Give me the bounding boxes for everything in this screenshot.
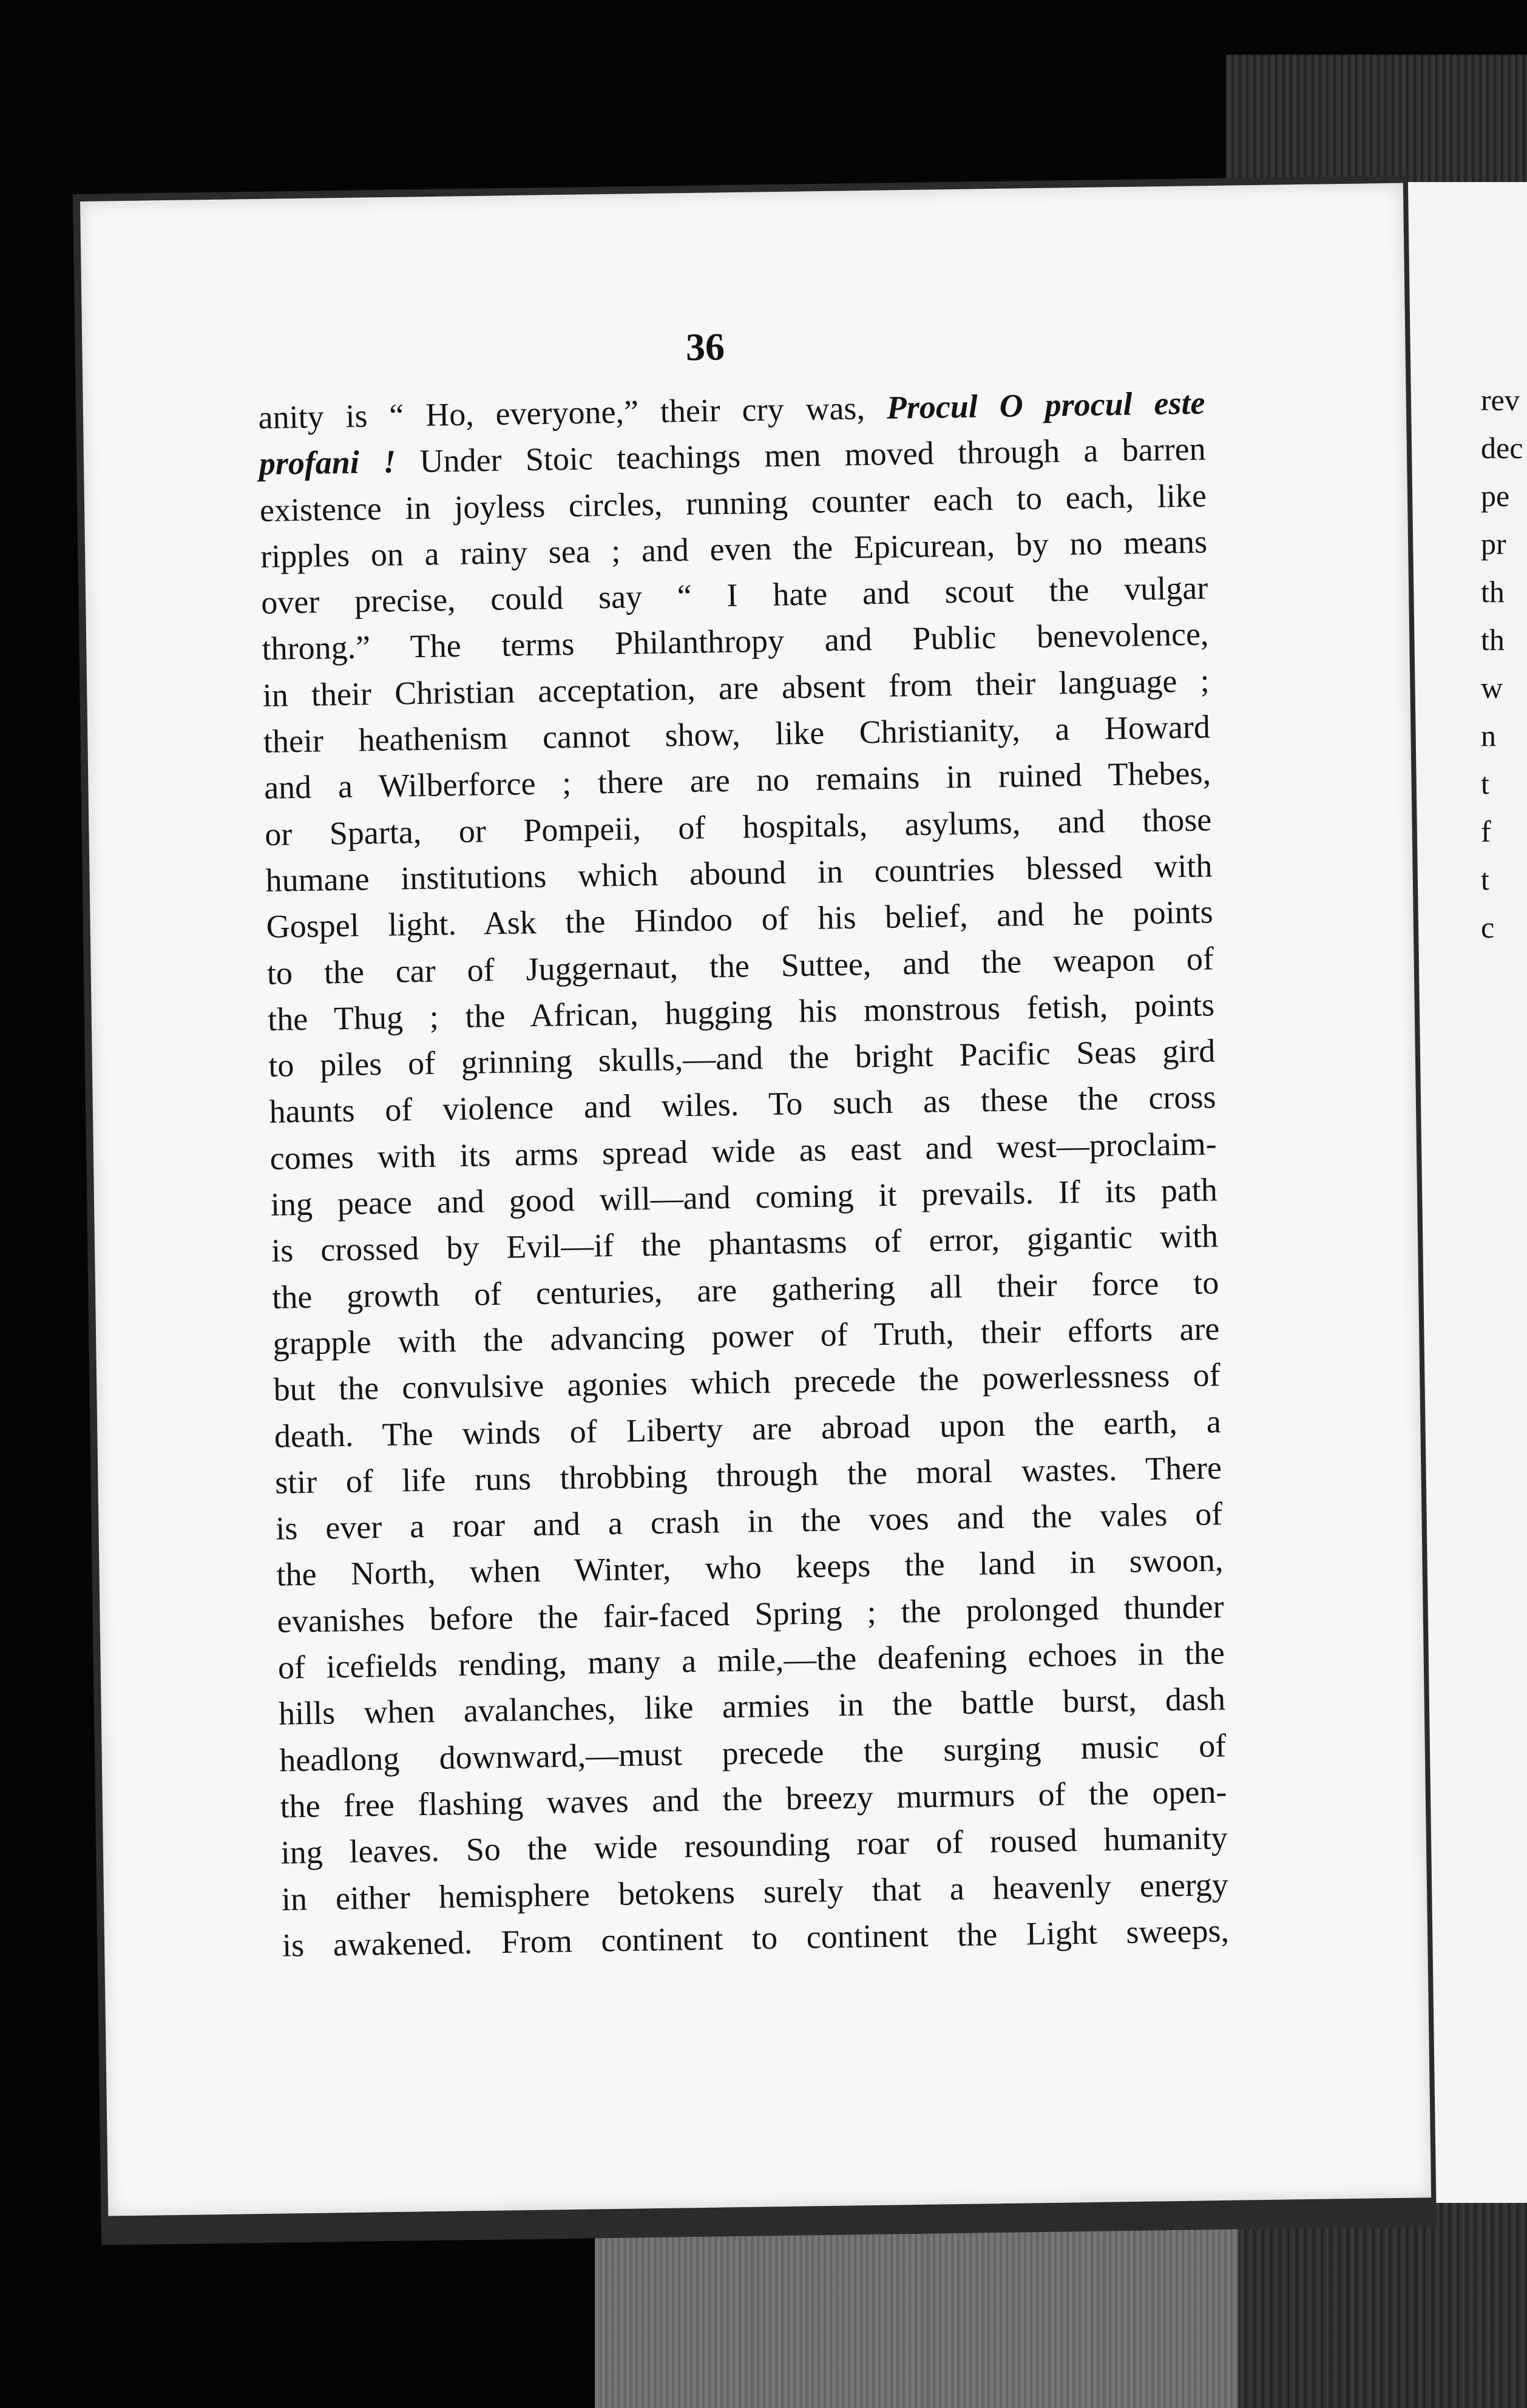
text-segment: and a Wilberforce ; there are no remains in ruined Thebes,: [263, 754, 1211, 807]
text-segment: is crossed by Evil—if the phantasms of error, gigantic with: [271, 1217, 1219, 1270]
text-segment: headlong downward,—must precede the surging music of: [279, 1727, 1227, 1779]
facing-page-fragment: t: [1481, 766, 1489, 800]
facing-page-text: [1481, 376, 1527, 952]
text-segment: the Thug ; the African, hugging his monstrous fetish, points: [267, 986, 1215, 1038]
text-segment: the free flashing waves and the breezy murmurs of the open-: [280, 1773, 1227, 1825]
text-segment: throng.” The terms Philanthropy and Public benevolence,: [262, 615, 1209, 668]
italic-text-segment: Procul O procul este: [886, 384, 1205, 426]
text-segment: to piles of grinning skulls,—and the bright Pacific Seas gird: [268, 1032, 1216, 1084]
text-segment: or Sparta, or Pompeii, of hospitals, asylums, and those: [264, 801, 1212, 853]
book-edge-bottom: [595, 2209, 1238, 2408]
italic-text-segment: profani !: [259, 443, 396, 482]
text-segment: haunts of violence and wiles. To such as these the cross: [269, 1078, 1216, 1131]
text-segment: their heathenism cannot show, like Christianity, a Howard: [263, 708, 1211, 760]
facing-page-fragment: t: [1481, 862, 1489, 896]
facing-page-fragment: th: [1481, 623, 1505, 657]
text-segment: ing peace and good will—and coming it prevails. If its path: [270, 1171, 1218, 1223]
text-segment: the growth of centuries, are gathering all their force to: [271, 1263, 1219, 1316]
text-segment: stir of life runs throbbing through the moral wastes. There: [274, 1449, 1222, 1501]
facing-page-fragment: n: [1481, 719, 1496, 752]
text-segment: existence in joyless circles, running counter each to each, like: [259, 477, 1207, 529]
facing-page-fragment: pr: [1481, 527, 1506, 561]
text-segment: the North, when Winter, who keeps the land in swoon,: [276, 1541, 1224, 1594]
text-segment: over precise, could say “ I hate and scout the vulgar: [260, 569, 1208, 621]
facing-page-fragment: rev: [1481, 383, 1520, 417]
text-segment: death. The winds of Liberty are abroad upon the earth, a: [274, 1402, 1222, 1455]
facing-page-fragment: c: [1481, 910, 1495, 944]
text-segment: humane institutions which abound in countries blessed with: [265, 847, 1213, 899]
facing-page-fragment: w: [1481, 671, 1503, 705]
text-segment: ing leaves. So the wide resounding roar of roused humanity: [280, 1819, 1228, 1871]
page-number: 36: [685, 325, 725, 369]
text-segment: is awakened. From continent to continent the Light sweeps,: [282, 1912, 1230, 1964]
text-segment: anity is “ Ho, everyone,” their cry was,: [258, 389, 887, 436]
text-segment: hills when avalanches, like armies in the battle burst, dash: [278, 1680, 1226, 1733]
text-segment: Under Stoic teachings men moved through a barren: [395, 430, 1207, 480]
text-segment: is ever a roar and a crash in the voes and the vales of: [275, 1495, 1223, 1547]
text-segment: grapple with the advancing power of Truth, their efforts are: [273, 1310, 1220, 1362]
text-segment: in either hemisphere betokens surely that a heavenly energy: [281, 1865, 1229, 1918]
text-segment: but the convulsive agonies which precede the powerlessness of: [273, 1356, 1221, 1409]
text-segment: Gospel light. Ask the Hindoo of his belief, and he points: [266, 893, 1214, 945]
text-segment: to the car of Juggernaut, the Suttee, and the weapon of: [266, 939, 1214, 992]
text-segment: comes with its arms spread wide as east and west—proclaim-: [269, 1125, 1217, 1177]
body-text: [258, 379, 1230, 1968]
text-segment: of icefields rending, many a mile,—the deafening echoes in the: [277, 1634, 1225, 1686]
facing-page-fragment: th: [1481, 575, 1505, 609]
text-segment: ripples on a rainy sea ; and even the Epicurean, by no means: [260, 523, 1208, 575]
text-segment: in their Christian acceptation, are absent from their language ;: [262, 662, 1210, 714]
facing-page-fragment: pe: [1481, 479, 1510, 513]
text-segment: evanishes before the fair-faced Spring ; the prolonged thunder: [277, 1588, 1225, 1640]
facing-page-fragment: dec: [1481, 431, 1523, 465]
facing-page-fragment: f: [1481, 814, 1491, 848]
